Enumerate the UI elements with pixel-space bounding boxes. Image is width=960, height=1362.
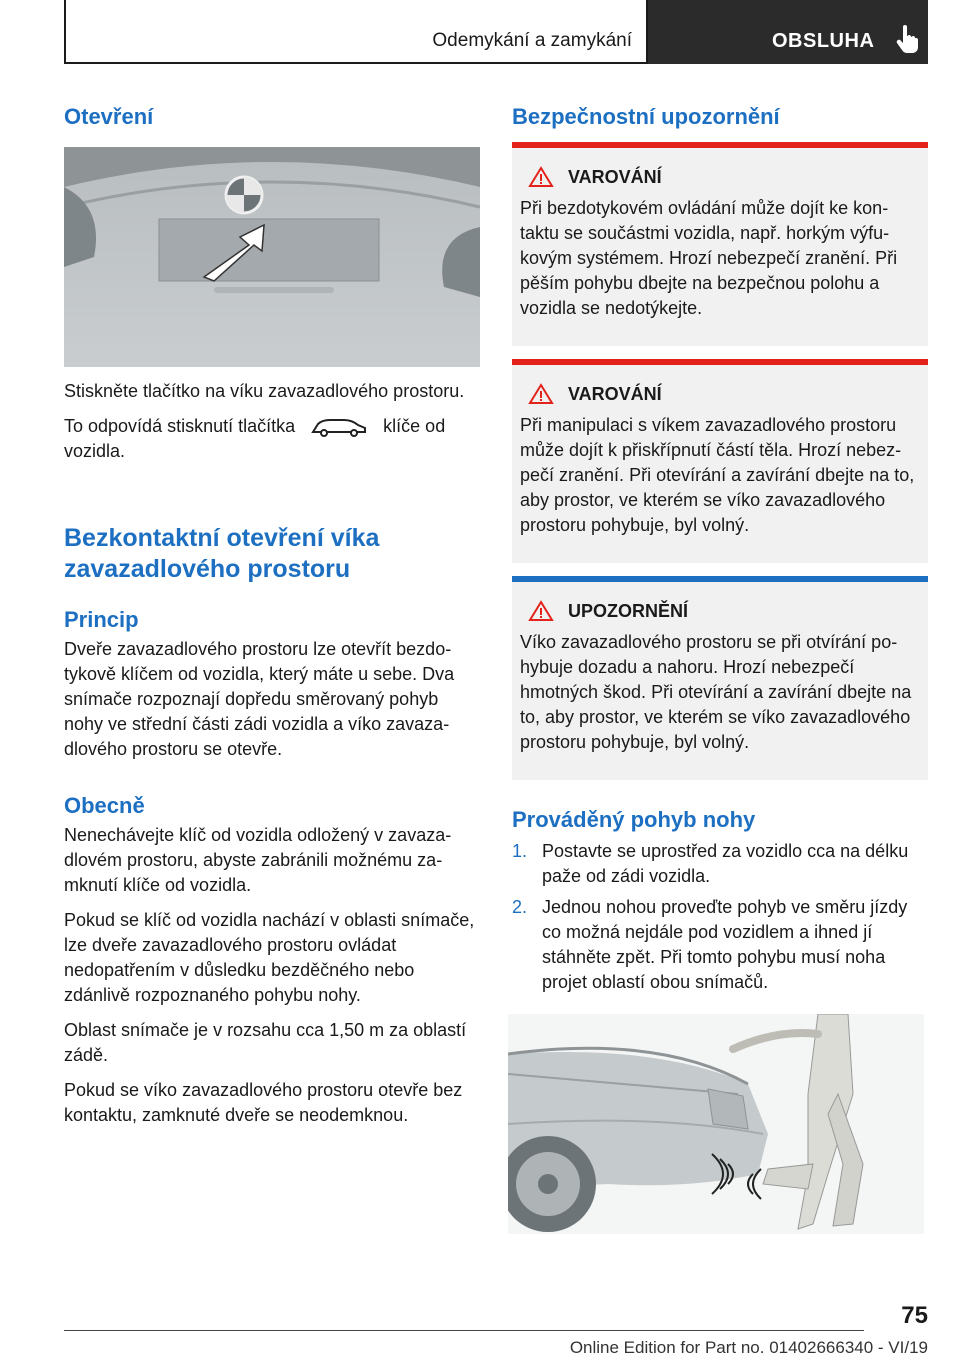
open-heading: Otevření [64, 104, 154, 129]
step-item [512, 895, 928, 995]
general-text-3: Oblast snímače je v rozsahu cca 1,50 m za oblastí zádě. [64, 1020, 467, 1065]
pointing-hand-icon [894, 24, 920, 54]
notice-text: Víko zavazadlového prostoru se při otvírání pohybuje dozadu a nahoru. Hrozí nebezpečí hmotných škod. Při otevírání a zavírání dbejte na to, aby prostor, ve kterém se víko zavazadlového prostoru pohybuje, byl volný. [520, 632, 912, 752]
open-text-2-before: To odpovídá stisknutí tlačítka [64, 416, 296, 436]
warning-text-1: Při bezdotykovém ovládání může dojít ke kontaktu se součástmi vozidla, např. horkým výfukovým systémem. Hrozí nebezpečí zranění. Při pěším pohybu dbejte na bezpečnou polohu a vozidla se nedotýkejte. [520, 198, 898, 318]
open-text-2-after: klíče od vozidla. [64, 416, 446, 461]
notice-box [512, 576, 928, 780]
principle-text: Dveře zavazadlového prostoru lze otevřít bezdotykově klíčem od vozidla, který máte u sebe. Dva snímače rozpoznají dopředu směrovaný pohyb nohy ve střední části zádi vozidla a víko zavazadlového prostoru se otevře. [64, 639, 455, 759]
section-title: Odemykání a zamykání [432, 30, 632, 51]
footer-divider [64, 1330, 864, 1331]
warning-title-1: VAROVÁNÍ [568, 166, 662, 187]
general-text-4: Pokud se víko zavazadlového prostoru otevře bez kontaktu, zamknuté dveře se neodemknou. [64, 1080, 463, 1125]
notice-triangle-icon [528, 600, 554, 622]
safety-heading: Bezpečnostní upozornění [512, 104, 780, 129]
principle-heading: Princip [64, 607, 139, 632]
step-text: Jednou nohou proveďte pohyb ve směru jízdy co možná nejdále pod vozidlem a ihned jí stáhněte zpět. Při tomto pohybu musí noha projet oblastí obou snímačů. [542, 897, 908, 992]
general-heading: Obecně [64, 793, 145, 818]
warning-text-2: Při manipulaci s víkem zavazadlového prostoru může dojít k přiskřípnutí částí těla. Hrozí nebezpečí zranění. Při otevírání a zavírání dbejte na to, aby prostor, ve kterém se víko zavazadlového prostoru pohybuje, byl volný. [520, 415, 915, 535]
contactless-heading: Bezkontaktní otevření víka zavazadlového prostoru [64, 524, 380, 583]
notice-title: UPOZORNĚNÍ [568, 600, 689, 621]
car-key-trunk-icon [310, 416, 368, 438]
warning-triangle-icon [528, 166, 554, 188]
step-number: 1. [512, 841, 528, 861]
header-section-box [64, 0, 648, 64]
page-number: 75 [901, 1302, 928, 1329]
open-text-1: Stiskněte tlačítko na víku zavazadlového prostoru. [64, 381, 465, 401]
kick-motion-photo [508, 1014, 924, 1234]
chapter-label: OBSLUHA [772, 30, 875, 52]
general-text-1: Nenechávejte klíč od vozidla odložený v zavazadlovém prostoru, abyste zabránili možnému zamknutí klíče od vozidla. [64, 825, 452, 895]
warning-box-1 [512, 142, 928, 346]
trunk-button-photo [64, 147, 480, 367]
step-item [512, 839, 928, 889]
step-number: 2. [512, 897, 528, 917]
warning-title-2: VAROVÁNÍ [568, 383, 662, 404]
step-text: Postavte se uprostřed za vozidlo cca na délku paže od zádi vozidla. [542, 841, 909, 886]
general-text-2: Pokud se klíč od vozidla nachází v oblasti snímače, lze dveře zavazadlového prostoru ovládat nedopatřením v důsledku bezděčného nebo zdánlivě rozpoznaného pohybu nohy. [64, 910, 475, 1005]
edition-note: Online Edition for Part no. 01402666340 - VI/19 [569, 1338, 928, 1357]
warning-box-2 [512, 359, 928, 563]
kick-heading: Prováděný pohyb nohy [512, 807, 756, 832]
warning-triangle-icon [528, 383, 554, 405]
header-chapter-box [648, 0, 928, 64]
